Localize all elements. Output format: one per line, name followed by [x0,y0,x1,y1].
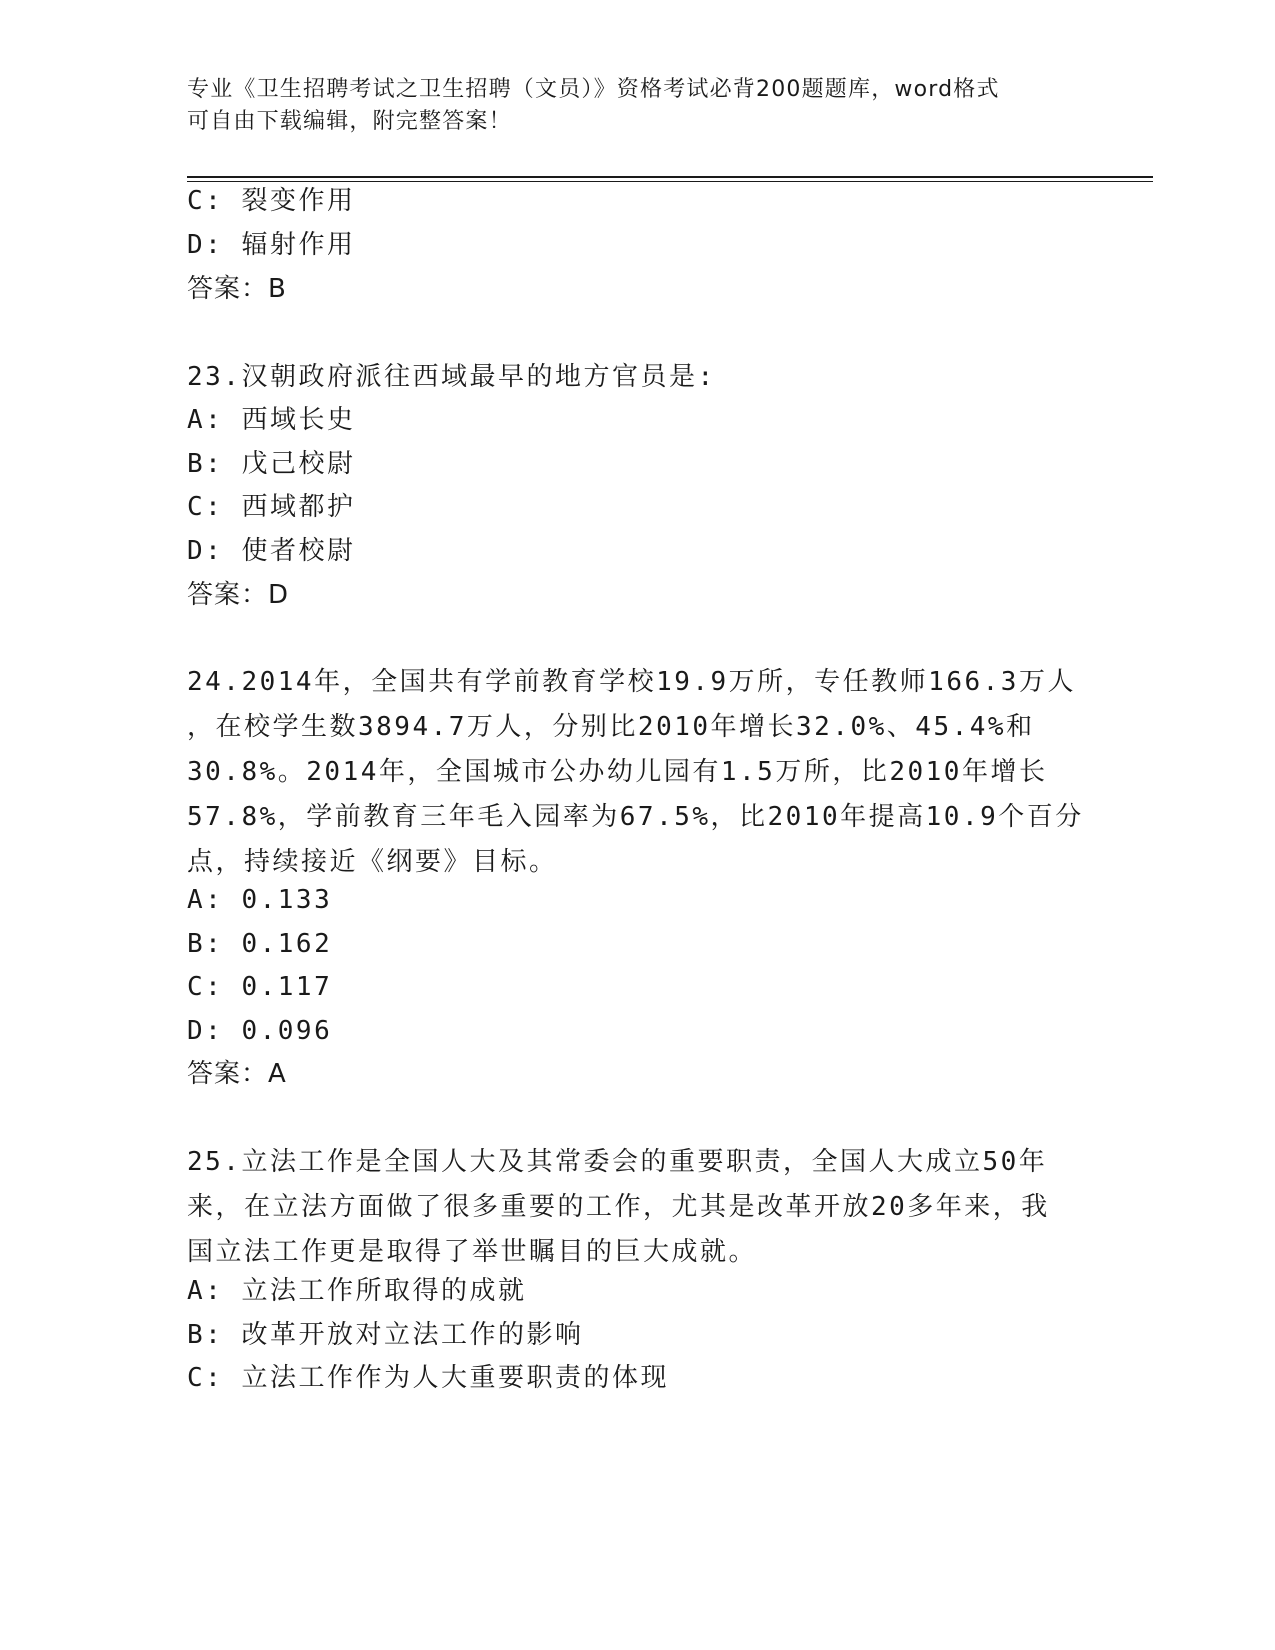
q25-stem [187,1140,1087,1275]
q23-option-c: C: 西域都护 [187,492,356,522]
q24-option-c: C: 0.117 [187,972,333,1002]
q25-stem-line: 25.立法工作是全国人大及其常委会的重要职责，全国人大成立50年 [187,1147,1048,1177]
q25-stem-line: 来，在立法方面做了很多重要的工作，尤其是改革开放20多年来，我 [187,1192,1050,1222]
q22-option-c: C: 裂变作用 [187,186,356,216]
page-header [187,74,1067,138]
q25-option-a: A: 立法工作所取得的成就 [187,1276,527,1306]
q22-answer: 答案：B [187,274,287,304]
q24-answer: 答案：A [187,1059,287,1089]
q23-stem: 23.汉朝政府派往西域最早的地方官员是: [187,362,716,392]
q24-stem-line: ，在校学生数3894.7万人，分别比2010年增长32.0%、45.4%和 [187,712,1035,742]
q23-answer: 答案：D [187,580,290,610]
q25-option-b: B: 改革开放对立法工作的影响 [187,1320,584,1350]
q25-option-c: C: 立法工作作为人大重要职责的体现 [187,1363,669,1393]
header-rule-thick [187,176,1153,178]
q23-option-a: A: 西域长史 [187,405,356,435]
q24-stem [187,660,1087,885]
q23-option-b: B: 戊己校尉 [187,449,356,479]
q24-stem-line: 30.8%。2014年，全国城市公办幼儿园有1.5万所，比2010年增长 [187,757,1048,787]
header-line-2: 可自由下载编辑，附完整答案！ [187,109,512,134]
q24-option-d: D: 0.096 [187,1016,333,1046]
header-rule-thin [187,181,1153,182]
header-line-1: 专业《卫生招聘考试之卫生招聘（文员）》资格考试必背200题题库，word格式 [187,77,1000,102]
q24-option-a: A: 0.133 [187,885,333,915]
q24-stem-line: 点，持续接近《纲要》目标。 [187,847,558,877]
q24-option-b: B: 0.162 [187,929,333,959]
q25-stem-line: 国立法工作更是取得了举世瞩目的巨大成就。 [187,1237,758,1267]
q22-option-d: D: 辐射作用 [187,230,356,260]
q24-stem-line: 57.8%，学前教育三年毛入园率为67.5%，比2010年提高10.9个百分 [187,802,1084,832]
q23-option-d: D: 使者校尉 [187,536,356,566]
q24-stem-line: 24.2014年，全国共有学前教育学校19.9万所，专任教师166.3万人 [187,667,1076,697]
